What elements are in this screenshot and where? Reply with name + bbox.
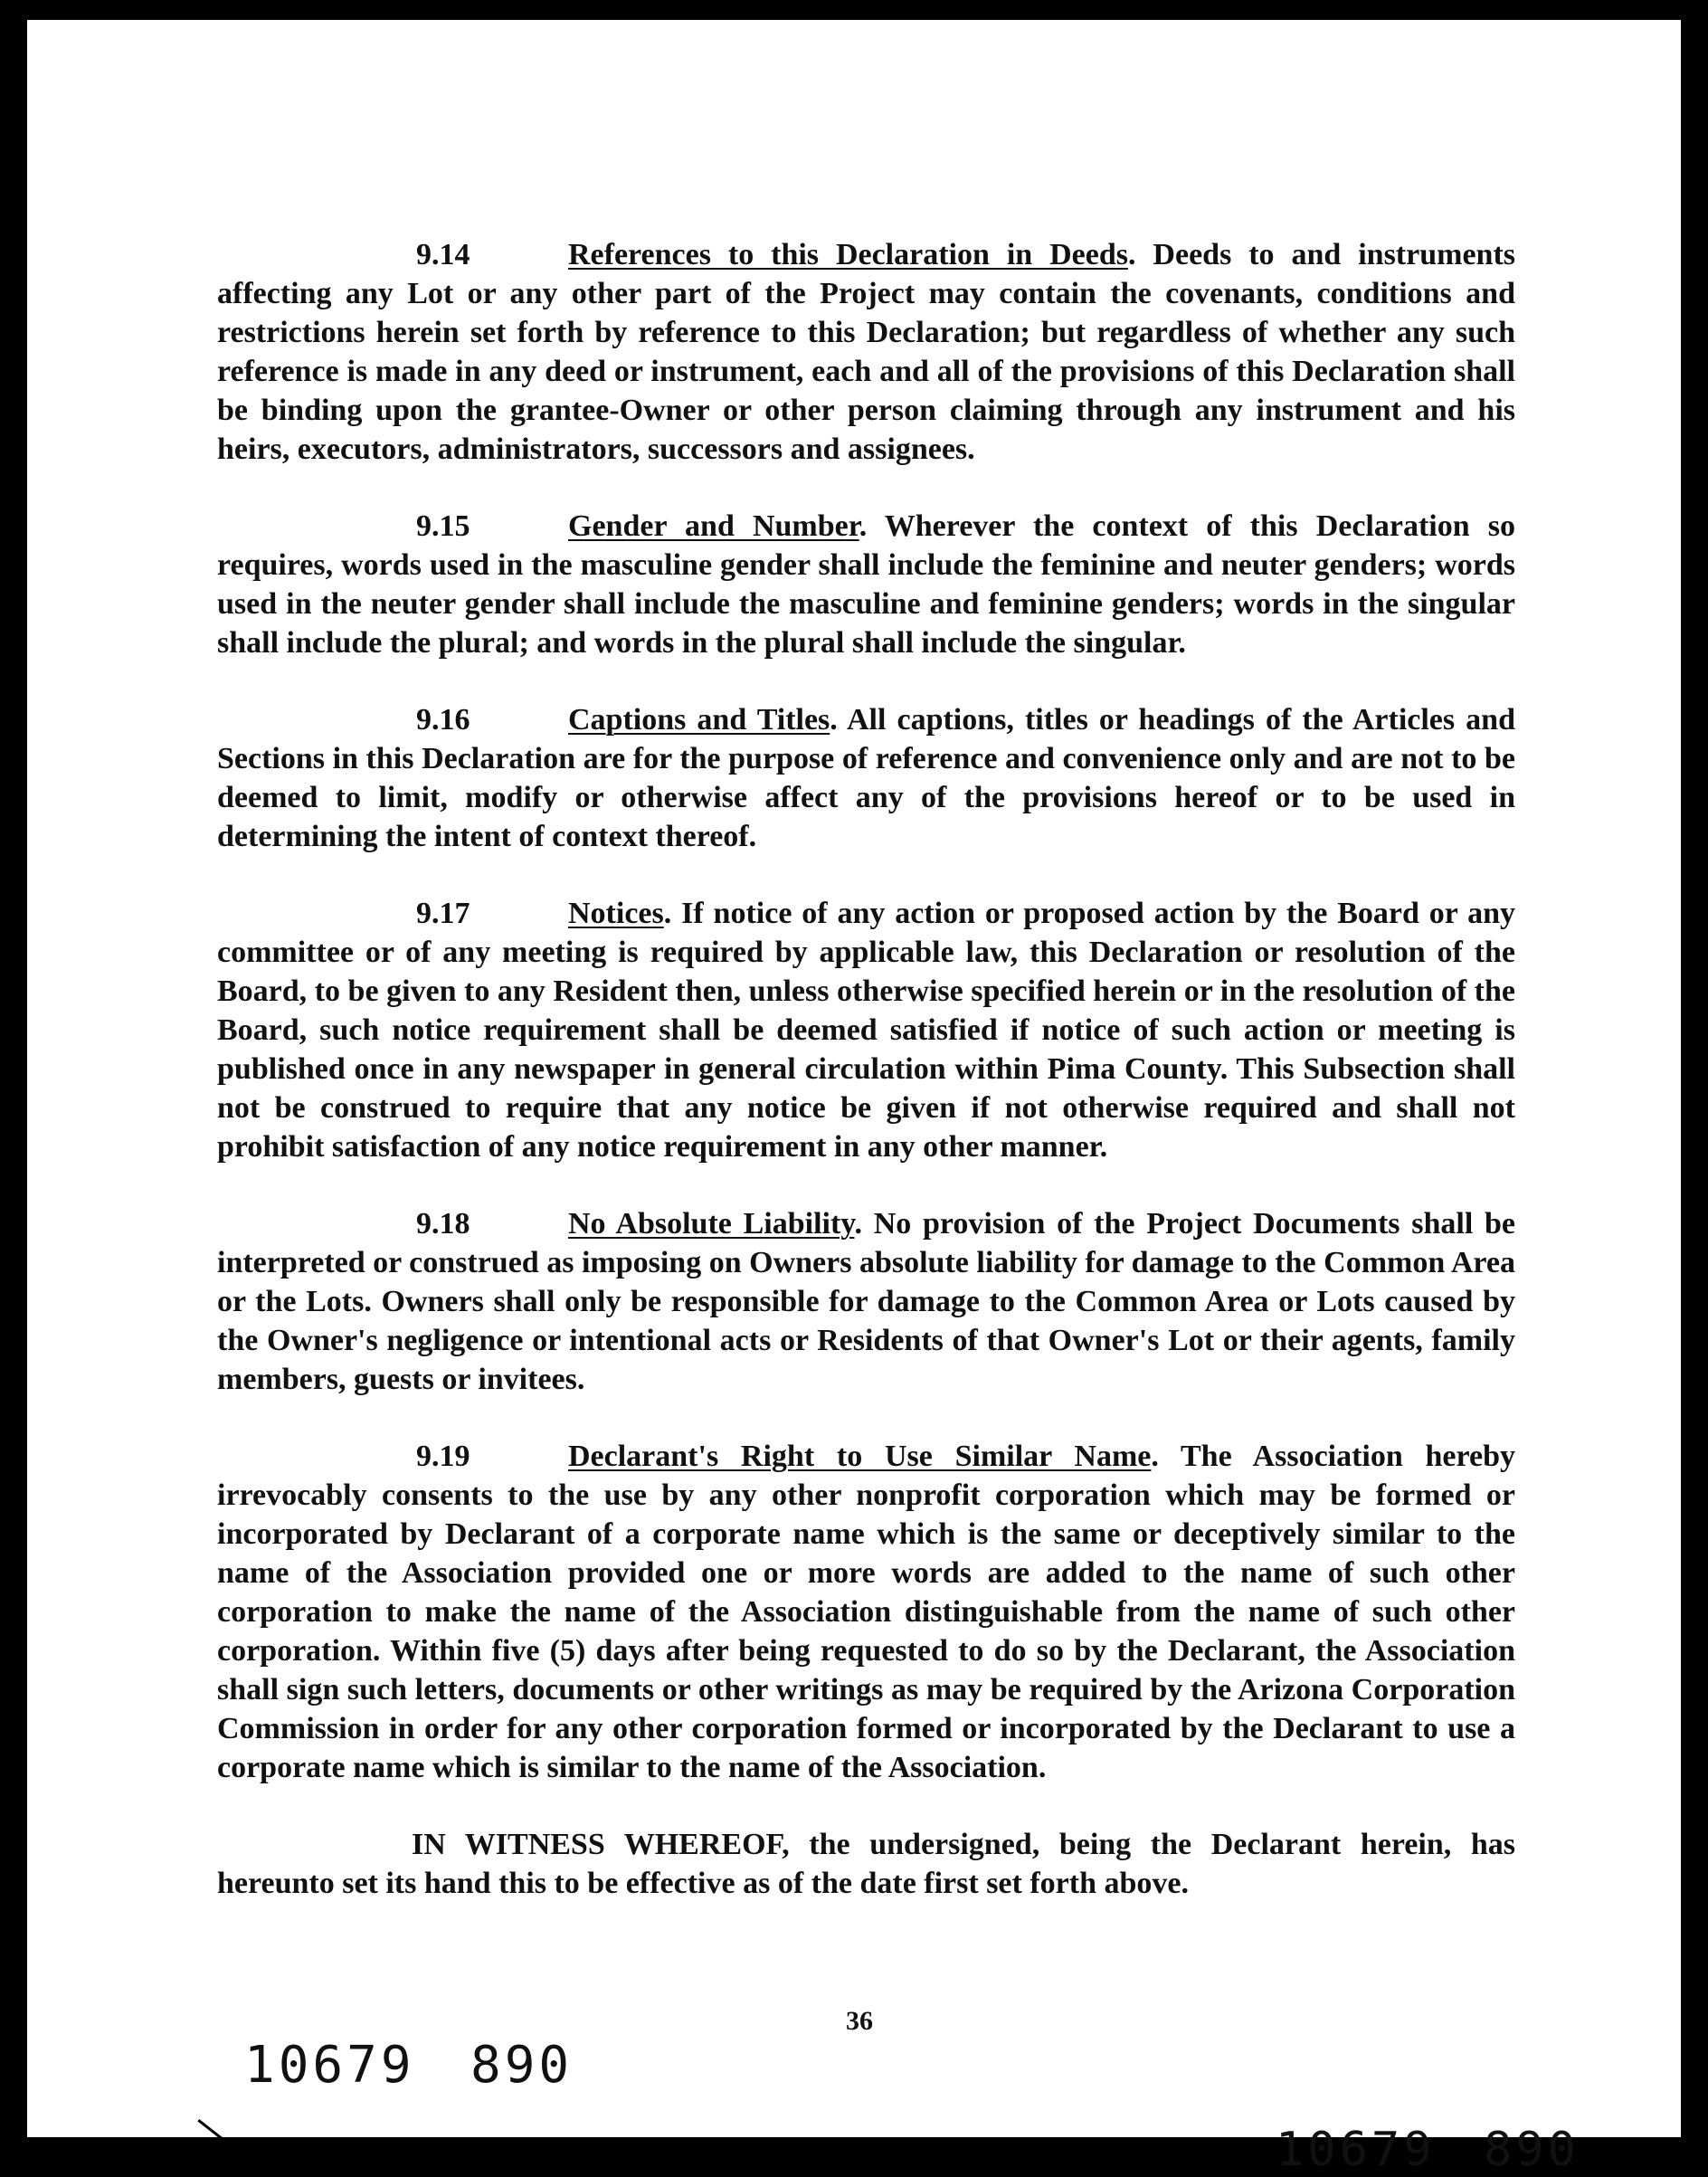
witness-text: IN WITNESS WHEREOF, the undersigned, being the Declarant herein, has hereunto set its hand this to be effective as of the date first set forth above. <box>217 1828 1515 1900</box>
section-title: Declarant's Right to Use Similar Name <box>568 1440 1152 1473</box>
section-9-17: 9.17 Notices. If notice of any action or proposed action by the Board or any committee or of any meeting is required by applicable law, this Declaration or resolution of the Board, to be given to any Resident then, unless otherwise specified herein or in the resolution of the Board, such notice requirement shall be deemed satisfied if notice of such action or meeting is published once in any newspaper in general circulation within Pima County. This Subsection shall not be construed to require that any notice be given if not otherwise required and shall not prohibit satisfaction of any notice requirement in any other manner. <box>217 894 1515 1166</box>
section-number: 9.16 <box>416 703 470 737</box>
section-number: 9.19 <box>416 1440 470 1473</box>
section-number: 9.15 <box>416 509 470 543</box>
section-title: Captions and Titles <box>568 703 830 737</box>
witness-clause <box>217 1825 1515 1903</box>
section-title: Gender and Number <box>568 509 859 543</box>
document-page <box>27 20 1681 2137</box>
section-body: If notice of any action or proposed action by the Board or any committee or of any meeting is required by applicable law, this Declaration or resolution of the Board, to be given to any Resident then, unless otherwise specified herein or in the resolution of the Board, such notice requirement shall be deemed satisfied if notice of such action or meeting is published once in any newspaper in general circulation within Pima County. This Subsection shall not be construed to require that any notice be given if not otherwise required and shall not prohibit satisfaction of any notice requirement in any other manner. <box>217 897 1516 1164</box>
section-number: 9.17 <box>416 897 470 930</box>
section-body: Wherever the context of this Declaration so requires, words used in the masculine gender shall include the feminine and neuter genders; words used in the neuter gender shall include the masculine and feminine genders; words in the singular shall include the plural; and words in the plural shall include the singular. <box>217 509 1515 660</box>
document-body <box>217 235 1515 1941</box>
section-number: 9.14 <box>416 238 470 271</box>
section-body: Deeds to and instruments affecting any Lot or any other part of the Project may contain the covenants, conditions and restrictions herein set forth by reference to this Declaration; but regardless of whether any such reference is made in any deed or instrument, each and all of the provisions of this Declaration shall be binding upon the grantee-Owner or other person claiming through any instrument and his heirs, executors, administrators, successors and assignees. <box>217 238 1515 466</box>
section-9-15: 9.15 Gender and Number. Wherever the context of this Declaration so requires, words used in the masculine gender shall include the feminine and neuter genders; words used in the neuter gender shall include the masculine and feminine genders; words in the singular shall include the plural; and words in the plural shall include the singular. <box>217 507 1515 662</box>
section-body: No provision of the Project Documents shall be interpreted or construed as imposing on Owners absolute liability for damage to the Common Area or the Lots. Owners shall only be responsible for damage to the Common Area or Lots caused by the Owner's negligence or intentional acts or Residents of that Owner's Lot or their agents, family members, guests or invitees. <box>217 1207 1516 1396</box>
section-9-19: 9.19 Declarant's Right to Use Similar Name. The Association hereby irrevocably consents to the use by any other nonprofit corporation which may be formed or incorporated by Declarant of a corporate name which is the same or deceptively similar to the name of the Association provided one or more words are added to the name of such other corporation to make the name of the Association distinguishable from the name of such other corporation. Within five (5) days after being requested to do so by the Declarant, the Association shall sign such letters, documents or other writings as may be required by the Arizona Corporation Commission in order for any other corporation formed or incorporated by the Declarant to use a corporate name which is similar to the name of the Association. <box>217 1437 1515 1787</box>
section-9-14: 9.14 References to this Declaration in Deeds. Deeds to and instruments affecting any Lot or any other part of the Project may contain the covenants, conditions and restrictions herein set forth by reference to this Declaration; but regardless of whether any such reference is made in any deed or instrument, each and all of the provisions of this Declaration shall be binding upon the grantee-Owner or other person claiming through any instrument and his heirs, executors, administrators, successors and assignees. <box>217 235 1515 469</box>
section-9-18: 9.18 No Absolute Liability. No provision of the Project Documents shall be interpreted or construed as imposing on Owners absolute liability for damage to the Common Area or the Lots. Owners shall only be responsible for damage to the Common Area or Lots caused by the Owner's negligence or intentional acts or Residents of that Owner's Lot or their agents, family members, guests or invitees. <box>217 1204 1515 1399</box>
section-body: The Association hereby irrevocably consents to the use by any other nonprofit corporation which may be formed or incorporated by Declarant of a corporate name which is the same or deceptively similar to the name of the Association provided one or more words are added to the name of such other corporation to make the name of the Association distinguishable from the name of such other corporation. Within five (5) days after being requested to do so by the Declarant, the Association shall sign such letters, documents or other writings as may be required by the Arizona Corporation Commission in order for any other corporation formed or incorporated by the Declarant to use a corporate name which is similar to the name of the Association. <box>217 1440 1516 1784</box>
section-number: 9.18 <box>416 1207 470 1241</box>
section-title: Notices <box>568 897 664 930</box>
recording-stamp-bottom-book: 10679 <box>1276 2123 1436 2177</box>
section-title: No Absolute Liability <box>568 1207 855 1241</box>
page-number: 36 <box>846 2006 873 2036</box>
recording-stamp-book: 10679 <box>244 2036 415 2095</box>
recording-stamp-page: 890 <box>470 2036 574 2095</box>
section-title: References to this Declaration in Deeds <box>568 238 1128 271</box>
section-9-16: 9.16 Captions and Titles. All captions, titles or headings of the Articles and Sections in this Declaration are for the purpose of reference and convenience only and are not to be deemed to limit, modify or otherwise affect any of the provisions hereof or to be used in determining the intent of context thereof. <box>217 700 1515 856</box>
recording-stamp-bottom-page: 890 <box>1484 2123 1580 2177</box>
section-body: All captions, titles or headings of the Articles and Sections in this Declaration are for the purpose of reference and convenience only and are not to be deemed to limit, modify or otherwise affect any of the provisions hereof or to be used in determining the intent of context thereof. <box>217 703 1515 853</box>
